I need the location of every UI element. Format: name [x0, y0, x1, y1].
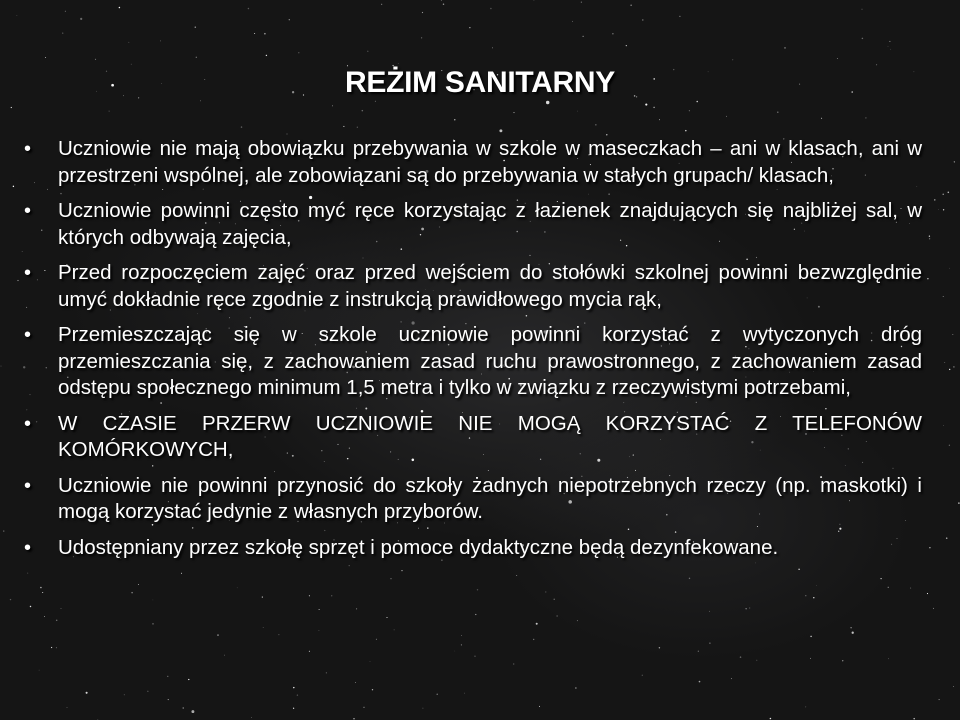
star: [319, 609, 320, 610]
star: [943, 209, 944, 210]
star: [461, 644, 462, 645]
star: [152, 623, 153, 624]
star: [422, 12, 423, 13]
star: [168, 699, 169, 700]
bullet-text: Przed rozpoczęciem zajęć oraz przed wejściem do stołówki szkolnej powinni bezwzględnie umyć dokładnie ręce zgodnie z instrukcją prawidłowego mycia rąk,: [58, 261, 922, 311]
star: [810, 636, 812, 638]
star: [297, 694, 298, 695]
star: [852, 632, 854, 634]
bullet-item: [24, 473, 922, 526]
star: [689, 110, 690, 111]
star: [356, 608, 357, 609]
star: [370, 661, 371, 662]
bullet-text: Uczniowie powinni często myć ręce korzystając z łazienek znajdujących się najbliżej sal, w których odbywają zajęcia,: [58, 199, 922, 249]
star: [131, 64, 132, 65]
star: [441, 0, 442, 1]
star: [461, 635, 462, 636]
star: [944, 362, 945, 363]
star: [10, 599, 11, 600]
star: [546, 101, 549, 104]
star: [642, 19, 643, 20]
star: [167, 676, 168, 677]
star: [939, 699, 940, 700]
bullet-marker: •: [24, 536, 32, 559]
star: [39, 670, 40, 671]
star: [709, 642, 711, 644]
star: [862, 9, 863, 10]
star: [943, 296, 944, 297]
star: [475, 614, 476, 615]
bullet-text: Przemieszczając się w szkole uczniowie powinni korzystać z wytyczonych dróg przemieszczania się, z zachowaniem zasad ruchu prawostronnego, z zachowaniem zasad odstępu społecznego minimum 1,5 metra i tylko w związku z rzeczywistymi potrzebami,: [58, 323, 922, 399]
star: [533, 0, 534, 1]
star: [929, 238, 930, 239]
star: [943, 194, 944, 195]
star: [237, 587, 238, 588]
star: [685, 130, 687, 132]
star: [363, 707, 364, 708]
star: [13, 186, 14, 187]
star: [943, 425, 944, 426]
star: [326, 672, 327, 673]
star: [309, 651, 310, 652]
star: [952, 334, 953, 335]
star: [1, 366, 2, 367]
star: [577, 620, 578, 621]
star: [56, 620, 57, 621]
star: [862, 38, 864, 40]
star: [642, 675, 643, 676]
star: [188, 679, 189, 680]
star: [888, 46, 889, 47]
star: [394, 630, 395, 631]
star: [387, 617, 388, 618]
star: [266, 55, 267, 56]
bullet-text: Uczniowie nie powinni przynosić do szkoły żadnych niepotrzebnych rzeczy (np. maskotki) i mogą korzystać jedynie z własnych przyborów.: [58, 473, 922, 523]
star: [153, 600, 154, 601]
star: [45, 57, 46, 58]
bullet-item: [24, 322, 922, 402]
star: [492, 48, 493, 49]
star: [437, 694, 438, 695]
star: [709, 611, 710, 612]
star: [929, 236, 930, 237]
star: [375, 101, 376, 102]
star: [191, 710, 194, 713]
star: [927, 593, 928, 594]
star: [880, 578, 881, 579]
star: [332, 106, 333, 107]
star: [689, 578, 690, 579]
bullet-marker: •: [24, 200, 32, 222]
star: [95, 59, 96, 60]
star: [805, 707, 806, 708]
star: [927, 278, 928, 279]
star: [62, 32, 63, 33]
star: [331, 595, 332, 596]
star: [612, 33, 613, 34]
star: [557, 615, 558, 616]
star: [217, 634, 218, 635]
star: [224, 655, 225, 656]
star: [490, 8, 492, 10]
star: [251, 717, 252, 718]
star: [536, 623, 538, 625]
star: [784, 47, 786, 49]
star: [910, 588, 911, 589]
star: [810, 658, 811, 659]
star: [289, 19, 290, 20]
star: [254, 33, 255, 34]
star: [248, 8, 250, 10]
star: [948, 192, 950, 194]
star: [837, 58, 838, 59]
star: [376, 639, 377, 640]
bullet-marker: •: [24, 412, 32, 435]
bullet-marker: •: [24, 262, 32, 284]
star: [929, 547, 930, 548]
star: [391, 578, 392, 579]
star: [813, 597, 814, 598]
star: [889, 41, 890, 42]
star: [850, 627, 851, 628]
star: [545, 591, 546, 592]
star: [421, 37, 422, 38]
star: [746, 608, 747, 609]
star: [44, 616, 45, 617]
star: [516, 575, 517, 576]
star: [890, 49, 891, 50]
star: [138, 584, 139, 585]
star: [147, 691, 148, 692]
star: [17, 15, 18, 16]
star: [749, 607, 750, 608]
star: [124, 694, 125, 695]
star: [30, 606, 31, 607]
star: [554, 599, 555, 600]
star: [631, 5, 632, 6]
star: [17, 280, 18, 281]
star: [200, 100, 201, 101]
star: [572, 21, 573, 22]
bullet-item: [24, 260, 922, 313]
star: [287, 134, 288, 135]
star: [513, 112, 514, 113]
star: [842, 660, 843, 661]
star: [740, 656, 742, 658]
star: [539, 706, 540, 707]
star: [357, 127, 358, 128]
star: [11, 107, 12, 108]
bullet-text: W CZASIE PRZERW UCZNIOWIE NIE MOGĄ KORZYSTAĆ Z TELEFONÓW KOMÓRKOWYCH,: [58, 411, 922, 461]
star: [443, 3, 444, 4]
star: [372, 689, 373, 690]
star: [3, 531, 4, 532]
star: [160, 41, 161, 42]
star: [679, 16, 680, 17]
star: [67, 707, 68, 708]
star: [398, 63, 399, 64]
star: [659, 119, 660, 120]
star: [954, 161, 955, 162]
star: [262, 597, 263, 598]
bullet-item: [24, 535, 922, 562]
star: [119, 7, 121, 9]
star: [195, 26, 196, 27]
star: [128, 42, 129, 43]
star: [278, 634, 279, 635]
star: [401, 570, 402, 571]
star: [241, 126, 242, 127]
star: [109, 111, 110, 112]
star: [318, 630, 319, 631]
star: [888, 658, 889, 659]
star: [80, 18, 82, 20]
star: [264, 33, 266, 35]
star: [659, 647, 660, 648]
star: [575, 687, 576, 688]
star: [581, 2, 582, 3]
slide-title: REŻIM SANITARNY: [345, 66, 615, 99]
star: [946, 537, 948, 539]
star: [263, 627, 264, 628]
star: [645, 104, 647, 106]
bullet-marker: •: [24, 138, 32, 160]
star: [865, 117, 866, 118]
star: [938, 209, 939, 210]
star: [953, 366, 955, 368]
star: [816, 585, 817, 586]
star: [949, 268, 950, 269]
star: [732, 59, 733, 60]
star: [777, 111, 778, 112]
star: [698, 651, 699, 652]
star: [86, 692, 88, 694]
star: [27, 573, 28, 574]
bullet-marker: •: [24, 474, 32, 497]
star: [653, 107, 655, 109]
star: [474, 656, 475, 657]
star: [595, 124, 596, 125]
star: [577, 111, 578, 112]
bullet-item: [24, 198, 922, 251]
star: [469, 27, 470, 28]
star: [583, 36, 584, 37]
star: [533, 639, 534, 640]
star: [770, 718, 772, 720]
bullet-item: [24, 411, 922, 464]
star: [513, 664, 514, 665]
star: [381, 4, 382, 5]
bullet-text: Uczniowie nie mają obowiązku przebywania w szkole w maseczkach – ani w klasach, ani w przestrzeni wspólnej, ale zobowiązani są do przebywania w stałych grupach/ klasach,: [58, 137, 922, 187]
star: [42, 592, 43, 593]
star: [51, 647, 52, 648]
star: [958, 502, 959, 503]
star: [949, 445, 950, 446]
star: [61, 608, 62, 609]
star: [913, 718, 915, 720]
star: [477, 589, 478, 590]
star: [934, 199, 935, 200]
star: [953, 686, 954, 687]
star: [343, 126, 344, 127]
star: [353, 718, 354, 719]
bullet-list: [24, 136, 922, 570]
star: [196, 57, 197, 58]
star: [454, 119, 455, 120]
star: [726, 116, 727, 117]
star: [362, 110, 364, 112]
star: [22, 251, 23, 252]
star: [731, 678, 732, 679]
star: [183, 707, 184, 708]
star: [131, 592, 133, 594]
bullet-text: Udostępniany przez szkołę sprzęt i pomoce dydaktyczne będą dezynfekowane.: [58, 535, 779, 559]
star: [888, 587, 889, 588]
star: [454, 651, 455, 652]
star: [464, 693, 465, 694]
star: [298, 52, 299, 53]
star: [933, 608, 934, 609]
star: [699, 681, 701, 683]
star: [499, 129, 502, 132]
star: [56, 647, 57, 648]
bullet-item: [24, 136, 922, 189]
star: [422, 708, 423, 709]
star: [309, 595, 310, 596]
star: [949, 369, 950, 370]
star: [805, 595, 806, 596]
bullet-marker: •: [24, 324, 32, 346]
star: [181, 573, 182, 574]
star: [626, 45, 627, 46]
star: [355, 682, 356, 683]
star: [293, 708, 294, 709]
star: [368, 51, 369, 52]
star: [65, 11, 66, 12]
star: [40, 587, 42, 589]
star: [293, 687, 294, 688]
star: [821, 118, 822, 119]
star: [756, 660, 757, 661]
star: [696, 101, 698, 103]
